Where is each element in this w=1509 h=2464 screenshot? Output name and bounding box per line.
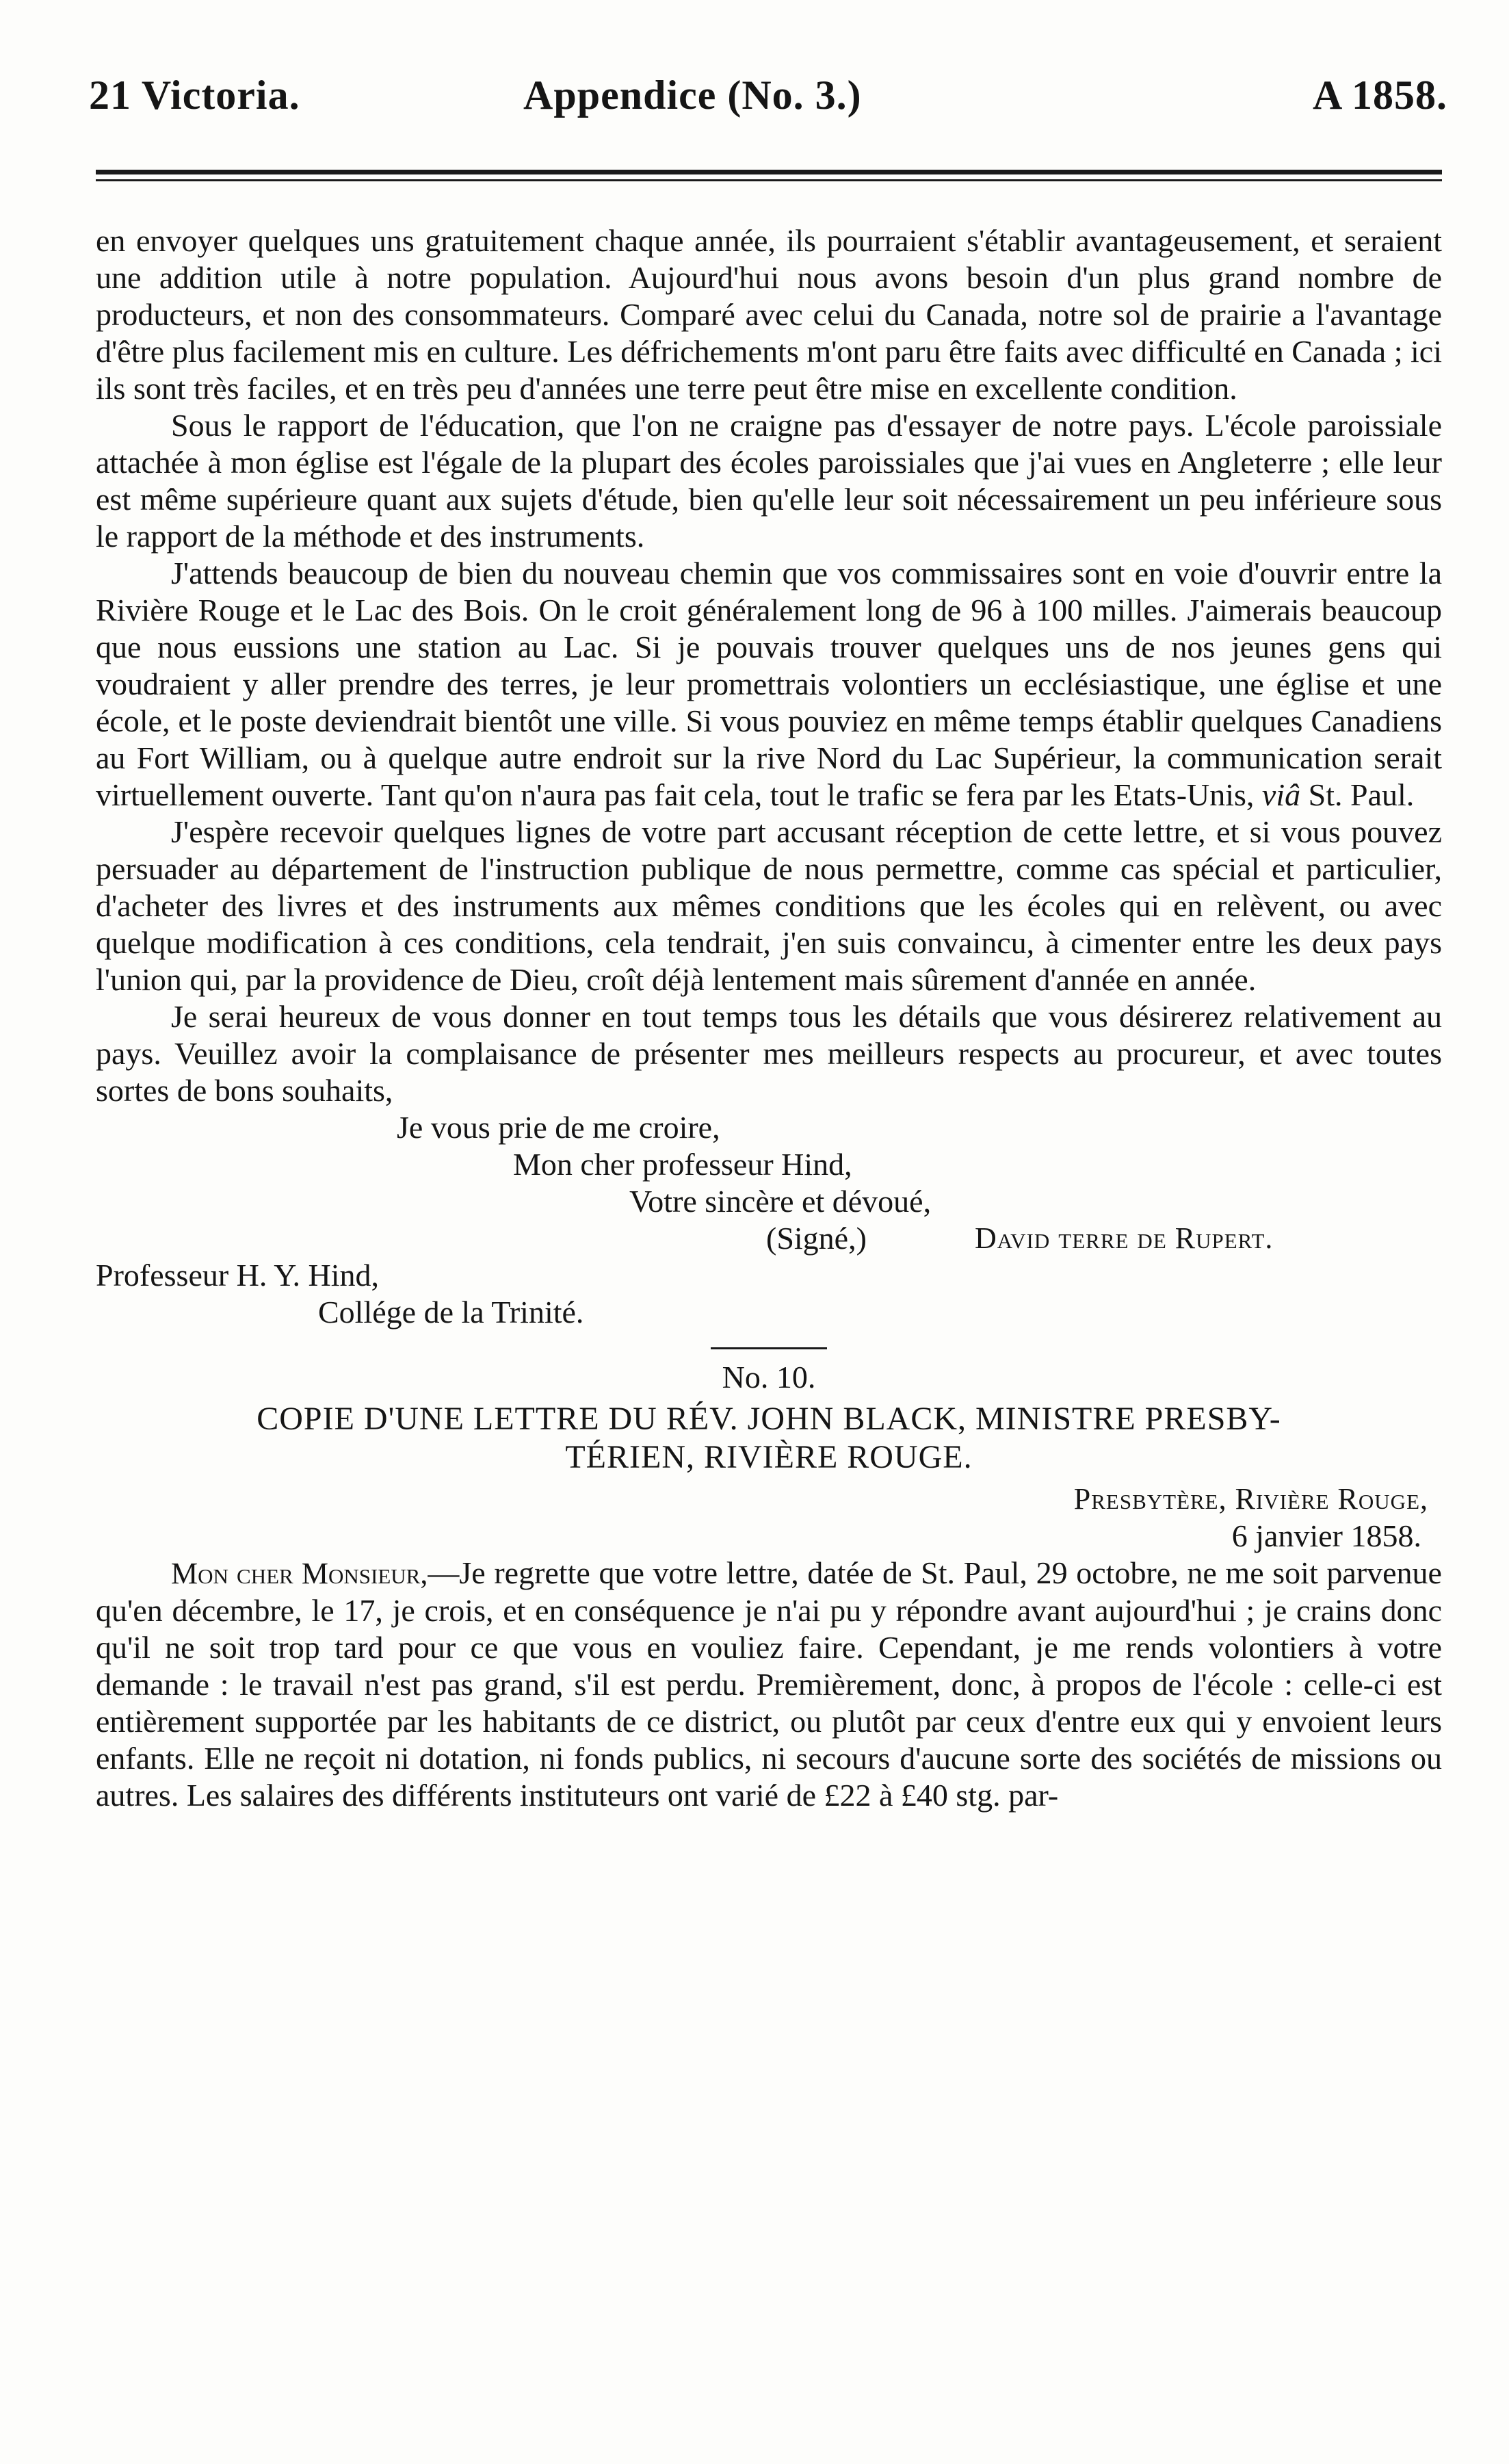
section-divider xyxy=(711,1347,827,1349)
paragraph-road-text: J'attends beaucoup de bien du nouveau chemin que vos commissaires sont en voie d'ouvrir entre la Rivière Rouge et le Lac des Bois. On le croit généralement long de 96 à 100 milles. J'aimerais beaucoup que nous eussions une station au Lac. Si je pouvais trouver quelques uns de nos jeunes gens qui voudraient y aller prendre des terres, je leur promettrais volontiers un ecclésiastique, une église et une école, et le poste deviendrait bientôt une ville. Si vous pouviez en même temps établir quelques Canadiens au Fort William, ou à quelque autre endroit sur la rive Nord du Lac Supérieur, la communication serait virtuellement ouverte. Tant qu'on n'aura pas fait cela, tout le trafic se fera par les Etats-Unis, xyxy=(96,556,1442,812)
addressee-college: Collége de la Trinité. xyxy=(318,1295,584,1330)
paragraph-request: J'espère recevoir quelques lignes de votre part accusant réception de cette lettre, et si vous pouvez persuader au département de l'instruction publique de nous permettre, comme cas spécial et particulier, d'acheter des livres et des instruments aux mêmes conditions que les écoles qui en relèvent, ou avec quelque modification à ces conditions, cela tendrait, j'en suis convaincu, à cimenter entre les deux pays l'union qui, par la providence de Dieu, croît déjà lentement mais sûrement d'année en année. xyxy=(96,814,1442,997)
paragraph-road xyxy=(96,555,1442,814)
closing-block xyxy=(96,1109,1442,1331)
letter-body xyxy=(96,1555,1442,1814)
letter-date: 6 janvier 1858. xyxy=(1231,1518,1421,1553)
running-head-appendix: Appendice (No. 3.) xyxy=(523,73,862,118)
signature-name: David terre de Rupert. xyxy=(975,1221,1274,1255)
running-head-year: A 1858. xyxy=(1312,73,1447,118)
running-head-regnal-year: 21 Victoria. xyxy=(89,73,300,118)
body-text xyxy=(96,222,1442,1814)
paragraph-closing: Je serai heureux de vous donner en tout temps tous les détails que vous désirerez relativement au pays. Veuillez avoir la complaisance de présenter mes meilleurs respects au procureur, et avec toutes sortes de bons souhaits, xyxy=(96,999,1442,1108)
addressee-name: Professeur H. Y. Hind, xyxy=(96,1258,379,1293)
letter-text: —Je regrette que votre lettre, datée de St. Paul, 29 octobre, ne me soit parvenue qu'en décembre, le 17, je crois, et en conséquence je n'ai pu y répondre avant aujourd'hui ; je crains donc qu'il ne soit trop tard pour ce que vous en vouliez faire. Cependant, je me rends volontiers à votre demande : le travail n'est pas grand, s'il est perdu. Premièrement, donc, à propos de l'école : celle-ci est entièrement supportée par les habitants de ce district, ou plutôt par ceux d'entre eux qui y envoient leurs enfants. Elle ne reçoit ni dotation, ni fonds publics, ni secours d'aucune sorte des sociétés de missions ou autres. Les salaires des différents instituteurs ont varié de £22 à £40 stg. par- xyxy=(96,1555,1442,1813)
header-rule-thin xyxy=(96,179,1442,181)
running-head xyxy=(0,72,1509,133)
signed-mark: (Signé,) xyxy=(766,1221,867,1256)
signature-line xyxy=(96,1220,1442,1257)
paragraph-education: Sous le rapport de l'éducation, que l'on ne craigne pas d'essayer de notre pays. L'école paroissiale attachée à mon église est l'égale de la plupart des écoles paroissiales que j'ai vues en Angleterre ; elle leur est même supérieure quant aux sujets d'étude, bien qu'elle leur soit nécessairement un peu inférieure sous le rapport de la méthode et des instruments. xyxy=(96,408,1442,554)
closing-line-2: Mon cher professeur Hind, xyxy=(513,1147,852,1182)
document-heading xyxy=(96,1400,1442,1477)
closing-line-1: Je vous prie de me croire, xyxy=(397,1110,720,1145)
paragraph-continuation: en envoyer quelques uns gratuitement chaque année, ils pourraient s'établir avantageusement, et seraient une addition utile à notre population. Aujourd'hui nous avons besoin d'un plus grand nombre de producteurs, et non des consommateurs. Comparé avec celui du Canada, notre sol de prairie a l'avantage d'être plus facilement mis en culture. Les défrichements m'ont paru être faits avec difficulté en Canada ; ici ils sont très faciles, et en très peu d'années une terre peut être mise en excellente condition. xyxy=(96,223,1442,406)
header-rule-thick xyxy=(96,170,1442,174)
closing-line-3: Votre sincère et dévoué, xyxy=(629,1184,932,1219)
document-number: No. 10. xyxy=(722,1360,816,1395)
letter-place: Presbytère, Rivière Rouge, xyxy=(1073,1482,1428,1516)
letter-salutation: Mon cher Monsieur, xyxy=(171,1557,428,1590)
heading-line-1: COPIE D'UNE LETTRE DU RÉV. JOHN BLACK, MINISTRE PRESBY- xyxy=(257,1401,1281,1437)
via-italic: viâ xyxy=(1261,777,1301,812)
heading-line-2: TÉRIEN, RIVIÈRE ROUGE. xyxy=(565,1439,973,1475)
via-after: St. Paul. xyxy=(1300,777,1415,812)
